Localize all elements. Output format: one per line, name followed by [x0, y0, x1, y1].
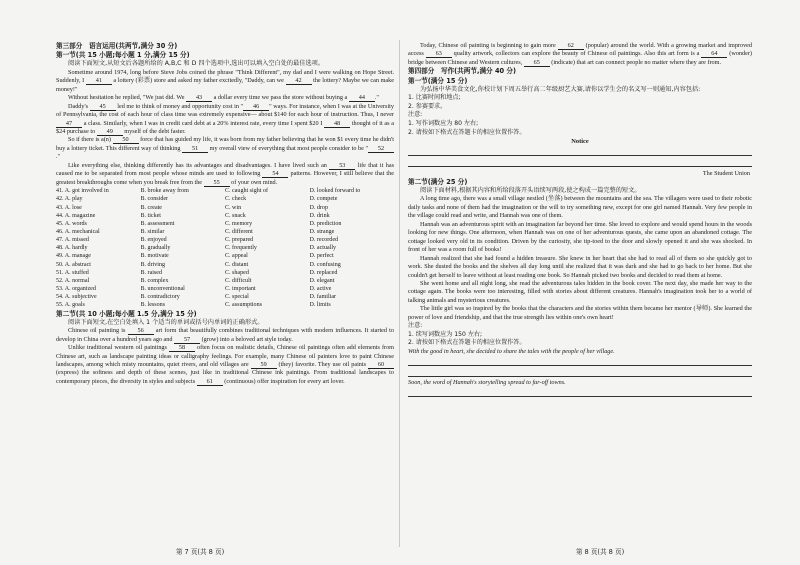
part-three-title: 第三部分 语言运用(共两节,满分 30 分): [56, 42, 178, 50]
answer-option[interactable]: B. lessons: [140, 302, 166, 309]
passage-text: life that it has caused me to be separated from most people whose minds are used to following: [56, 161, 394, 178]
answer-option[interactable]: 49. A. manage: [56, 253, 91, 260]
passage-paragraph: [56, 162, 394, 187]
answer-blank[interactable]: 65: [524, 59, 550, 67]
passage-text: a dollar every time we pass the store without buying a: [212, 94, 349, 102]
option-row: [56, 269, 394, 277]
option-row: [56, 252, 394, 260]
passage-text: Like everything else, thinking differently has its advantages and disadvantages. I have lived such an: [68, 161, 330, 169]
writing-two-instructions: 阅读下面材料,根据其内容和所给段落开头语续写两段,使之构成一篇完整的短文。: [420, 186, 641, 194]
answer-option[interactable]: D. looked forward to: [309, 188, 361, 195]
writing-one-instructions: 为弘扬中华美食文化,你校计划下周五举行高二年级厨艺大赛,请你以学生会的名义写一则通知,内容包括:: [420, 85, 701, 93]
notice-title: Notice: [571, 138, 589, 146]
answer-blank[interactable]: 59: [251, 361, 277, 369]
answer-blank[interactable]: 41: [86, 77, 112, 85]
option-row: [56, 236, 394, 244]
passage-text: .": [374, 94, 379, 102]
writing-one-point-2: 2. 参赛要求。: [408, 102, 447, 110]
passage-text: a lottery (彩票) store and asked my father excitedly, "Daddy, can we: [111, 77, 286, 85]
story-paragraph: She went home and all night long, she read the adventurous tales hidden in the book cover. The next day, she made her way to the cottage again. The books were too interesting, filled with stories about different creatures. Hannah's imagination took her to a world of talking animals and mysterious creatures.: [408, 279, 752, 304]
notice-writing-line[interactable]: [408, 158, 752, 167]
answer-blank[interactable]: 62: [558, 42, 584, 50]
answer-option[interactable]: D. replaced: [309, 269, 338, 276]
passage-text: force that has guided my life, it was born from my father believing that he won $1 every time he didn't buy a lottery ticket. This different way of thinking: [56, 136, 394, 152]
grammar-fill-continued: [408, 42, 752, 67]
passage-text: (indicate) that art can connect people no matter where they are from.: [549, 58, 721, 66]
answer-blank[interactable]: 49: [97, 128, 123, 136]
passage-text: Unlike traditional western oil paintings: [68, 344, 169, 352]
page-footer-left: 第 7 页(共 8 页): [175, 548, 225, 556]
answer-blank[interactable]: 54: [262, 170, 288, 178]
option-row: [56, 204, 394, 212]
passage-text: myself of the debt faster.: [122, 128, 186, 136]
answer-blank[interactable]: 53: [329, 162, 355, 170]
answer-option[interactable]: B. gradually: [140, 245, 171, 252]
passage-text: " ways. For instance, when I was at the University of Pennsylvania, the cost of each hour of class time was extremely expensive— about $140 for each hour of instruction. Thus, I never: [56, 102, 395, 119]
answer-blank[interactable]: 58: [169, 344, 195, 352]
continuation-writing-line[interactable]: [408, 387, 752, 397]
story-paragraph: Hannah was an adventurous spirit with an imagination far beyond her time. She loved to explore and would spend hours in the woods looking for new things. One afternoon, when Hannah was on one of her adventurous quests, she came upon an abandoned cottage. The cottage looked very old in its condition. Driven by the curiosity, she tip-toed to the door and slowly opened it and she was shocked. In front of her was a room full of books!: [408, 220, 752, 254]
option-row: [56, 212, 394, 220]
answer-option[interactable]: 52. A. normal: [56, 277, 90, 284]
passage-text: (grow) into a beloved art style today.: [200, 335, 293, 343]
answer-option[interactable]: B. complex: [140, 277, 169, 284]
option-row: [56, 220, 394, 228]
passage-text: patterns. However, I still believe that the greatest breakthroughs come when you break free from the: [56, 170, 394, 186]
section-two-instructions: 阅读下面短文,在空白处填入 1 个适当的单词或括号内单词的正确形式。: [68, 318, 264, 326]
answer-option[interactable]: C. prepared: [225, 237, 254, 244]
answer-option[interactable]: D. prediction: [309, 220, 342, 227]
answer-option[interactable]: 47. A. missed: [56, 237, 89, 244]
section-two-title: 第二节(共 10 小题;每小题 1.5 分,满分 15 分): [56, 309, 197, 318]
answer-option[interactable]: C. frequently: [225, 245, 257, 252]
answer-option[interactable]: B. driving: [140, 261, 166, 268]
passage-text: my overall view of everything that most people consider to be ": [208, 144, 368, 152]
answer-blank[interactable]: 63: [426, 50, 452, 58]
answer-option[interactable]: B. raised: [140, 269, 162, 276]
writing-section-two-title: 第二节(满分 25 分): [408, 177, 468, 186]
answer-blank[interactable]: 47: [56, 120, 82, 128]
passage-text: (they) favorite. They use oil paints: [276, 361, 368, 369]
passage-paragraph: [56, 103, 394, 137]
passage-paragraph: [56, 94, 394, 102]
answer-blank[interactable]: 56: [128, 327, 154, 335]
answer-blank[interactable]: 44: [349, 94, 375, 102]
answer-option[interactable]: C. important: [225, 286, 256, 293]
story-paragraph: A long time ago, there was a small village nestled (坐落) between the mountains and the sea. The villagers were used to their robotic daily tasks and none of them had the imagination or the will to try something new, except for one girl named Hannah. Very few people in the village could read and write, and Hannah was one of them.: [408, 195, 752, 220]
writing-one-point-1: 1. 比赛时间和地点;: [408, 94, 461, 102]
answer-option[interactable]: C. check: [225, 196, 247, 203]
option-row: [56, 293, 394, 301]
answer-option[interactable]: 50. A. abstract: [56, 261, 91, 268]
answer-option[interactable]: 46. A. mechanical: [56, 228, 100, 235]
answer-blank[interactable]: 45: [90, 103, 116, 111]
answer-option[interactable]: 41. A. got involved in: [56, 188, 109, 195]
notice-writing-line[interactable]: [408, 146, 752, 156]
passage-paragraph: [408, 42, 752, 67]
passage-text: art form that beautifully combines traditional techniques with modern influences. It started to develop in China over a hundred years ago and: [56, 327, 394, 343]
writing-one-note-label: 注意:: [408, 111, 423, 119]
answer-option[interactable]: C. distant: [225, 261, 249, 268]
answer-blank[interactable]: 60: [368, 361, 394, 369]
answer-option[interactable]: D. familiar: [309, 294, 337, 301]
answer-option[interactable]: C. caught sight of: [225, 188, 268, 195]
answer-blank[interactable]: 55: [204, 179, 230, 187]
option-row: [56, 285, 394, 293]
passage-text: (continuous) offer inspiration for every art lover.: [222, 377, 345, 385]
passage-text: (express) the softness and depth of these scenes, just like in traditional Chinese ink paintings. From traditional landscapes to contemporary pieces, the diversity in styles and subjects: [56, 369, 394, 385]
option-row: [56, 195, 394, 203]
writing-section-one-title: 第一节(满分 15 分): [408, 76, 468, 85]
passage-paragraph: [56, 327, 394, 344]
answer-option[interactable]: C. shaped: [225, 269, 249, 276]
passage-text: quality artwork, collectors can explore the beauty of Chinese oil paintings. Also this art form is a: [451, 50, 702, 58]
continuation-writing-line[interactable]: [408, 356, 752, 366]
answer-option[interactable]: B. create: [140, 204, 162, 211]
answer-option[interactable]: 55. A. goals: [56, 302, 85, 309]
answer-option[interactable]: 44. A. magazine: [56, 212, 96, 219]
answer-option[interactable]: 53. A. organized: [56, 286, 96, 293]
answer-option[interactable]: B. unconventional: [140, 286, 185, 293]
option-row: [56, 301, 394, 309]
answer-option[interactable]: C. special: [225, 294, 249, 301]
answer-option[interactable]: D. recorded: [309, 237, 339, 244]
cloze-passage: [56, 69, 394, 187]
answer-option[interactable]: D. perfect: [309, 253, 334, 260]
answer-option[interactable]: C. appeal: [225, 253, 248, 260]
option-row: [56, 277, 394, 285]
answer-option[interactable]: B. consider: [140, 196, 169, 203]
option-row: [56, 187, 394, 195]
answer-option[interactable]: D. compete: [309, 196, 338, 203]
answer-option[interactable]: 48. A. hardly: [56, 245, 88, 252]
answer-option[interactable]: C. snack: [225, 212, 246, 219]
writing-two-note-1: 1. 续写词数应为 150 左右;: [408, 330, 483, 338]
answer-option[interactable]: D. confusing: [309, 261, 341, 268]
answer-option[interactable]: B. enjoyed: [140, 237, 167, 244]
passage-text: of your own mind.: [229, 178, 278, 186]
writing-two-note-2: 2. 请按如下格式在答题卡的相应位置作答。: [408, 339, 526, 347]
answer-option[interactable]: C. different: [225, 228, 253, 235]
passage-paragraph: [56, 69, 394, 94]
continuation-story: [408, 195, 752, 322]
writing-one-note-2: 2. 请按如下格式在答题卡的相应位置作答。: [408, 128, 526, 136]
paragraph-starter-2: Soon, the word of Hannah's storytelling spread to far-off towns.: [408, 379, 566, 387]
answer-option[interactable]: B. broke away from: [140, 188, 189, 195]
passage-text: thought of it as a $24 purchase to: [56, 119, 394, 136]
story-paragraph: Hannah realized that she had found a hidden treasure. She knew in her heart that she had to read all of them so she quickly got to work. She dusted the books and the shelves all day long until she realized that it was dark and she had to go back to her home. But she couldn't get herself to leave without at least reading one book. So Hannah picked two books and decided to read them at home.: [408, 254, 752, 279]
passage-text: So if there is a(n): [68, 136, 113, 144]
section-one-title: 第一节(共 15 小题;每小题 1 分,满分 15 分): [56, 51, 190, 60]
answer-blank[interactable]: 51: [182, 145, 208, 153]
answer-option[interactable]: 42. A. play: [56, 196, 83, 203]
passage-text: Daddy's: [68, 102, 90, 110]
answer-option[interactable]: B. assessment: [140, 220, 175, 227]
answer-option[interactable]: 45. A. words: [56, 220, 87, 227]
writing-two-note-label: 注意:: [408, 322, 423, 330]
answer-blank[interactable]: 64: [701, 50, 727, 58]
passage-paragraph: [56, 136, 394, 161]
page-footer-right: 第 8 页(共 8 页): [575, 548, 625, 556]
passage-text: (popular) around the world. With a growing market and improved access: [408, 42, 752, 58]
answer-option[interactable]: D. drop: [309, 204, 328, 211]
section-one-instructions: 阅读下面短文,从短文后各题所给的 A,B,C 和 D 四个选项中,选出可以填入空白处的最佳选项。: [68, 60, 325, 68]
answer-option[interactable]: D. drink: [309, 212, 330, 219]
answer-option[interactable]: B. motivate: [140, 253, 169, 260]
story-paragraph: The little girl was so inspired by the books that the characters and the stories within them became her mentor (导师). She learned the power of love and friendship, and that the true strength lies within one's own heart!: [408, 305, 752, 321]
grammar-fill-passage: [56, 327, 394, 386]
passage-text: a class. Similarly, when I was in credit card debt at a 20% interest rate, every time I spent $20 I: [82, 119, 325, 127]
answer-option[interactable]: C. assumptions: [225, 302, 262, 309]
passage-text: Sometime around 1974, long before Steve Jobs coined the phrase "Think Different", my dad and I were walking on Hope Street. Suddenly, I: [56, 68, 394, 85]
cloze-options: [56, 187, 394, 309]
passage-text: led me to think of money and opportunity cost in ": [115, 102, 244, 110]
answer-option[interactable]: D. elegant: [309, 277, 335, 284]
passage-text: Today, Chinese oil painting is beginning to gain more: [420, 42, 558, 49]
answer-option[interactable]: 54. A. subjective: [56, 294, 97, 301]
answer-blank[interactable]: 46: [243, 103, 269, 111]
option-row: [56, 244, 394, 252]
answer-blank[interactable]: 42: [286, 77, 312, 85]
answer-blank[interactable]: 61: [197, 378, 223, 386]
answer-blank[interactable]: 57: [174, 336, 200, 344]
option-row: [56, 228, 394, 236]
passage-text: the lottery? Maybe we can make money!": [56, 77, 394, 93]
notice-signature: The Student Union: [702, 169, 750, 177]
passage-text: often focus on realistic details, Chinese oil paintings often add elements from Chinese art, such as landscape painting ideas or calligraphy feelings. For example, many Chinese oil painters love to paint Chinese landscapes, among which misty mountains, quiet rivers, and old villages are: [56, 344, 394, 369]
option-row: [56, 261, 394, 269]
answer-option[interactable]: 43. A. lose: [56, 204, 82, 211]
passage-paragraph: [56, 344, 394, 386]
passage-text: Chinese oil painting is: [68, 327, 128, 335]
writing-one-note-1: 1. 写作词数应为 80 左右;: [408, 120, 479, 127]
answer-option[interactable]: 51. A. stuffed: [56, 269, 89, 276]
paragraph-starter-1: With the good in heart, she decided to share the tales with the people of her village.: [408, 348, 615, 356]
answer-option[interactable]: B. contradictory: [140, 294, 180, 301]
answer-option[interactable]: C. memory: [225, 220, 253, 227]
continuation-writing-line[interactable]: [408, 368, 752, 377]
answer-blank[interactable]: 52: [368, 145, 394, 153]
answer-option[interactable]: C. win: [225, 204, 242, 211]
passage-text: .": [56, 153, 61, 161]
answer-option[interactable]: D. active: [309, 286, 332, 293]
part-four-title: 第四部分 写作(共两节,满分 40 分): [408, 67, 517, 76]
answer-blank[interactable]: 48: [324, 120, 350, 128]
answer-blank[interactable]: 50: [113, 136, 139, 144]
answer-option[interactable]: D. limits: [309, 302, 331, 309]
page-8: [400, 0, 800, 565]
passage-text: Without hesitation he replied, "We just did. We: [68, 94, 187, 102]
answer-blank[interactable]: 43: [186, 94, 212, 102]
answer-option[interactable]: D. actually: [309, 245, 337, 252]
answer-option[interactable]: D. strange: [309, 228, 335, 235]
passage-text: (wonder) bridge between Chinese and Western cultures,: [408, 50, 752, 66]
answer-option[interactable]: C. difficult: [225, 277, 252, 284]
answer-option[interactable]: B. ticket: [140, 212, 161, 219]
answer-option[interactable]: B. similar: [140, 228, 165, 235]
